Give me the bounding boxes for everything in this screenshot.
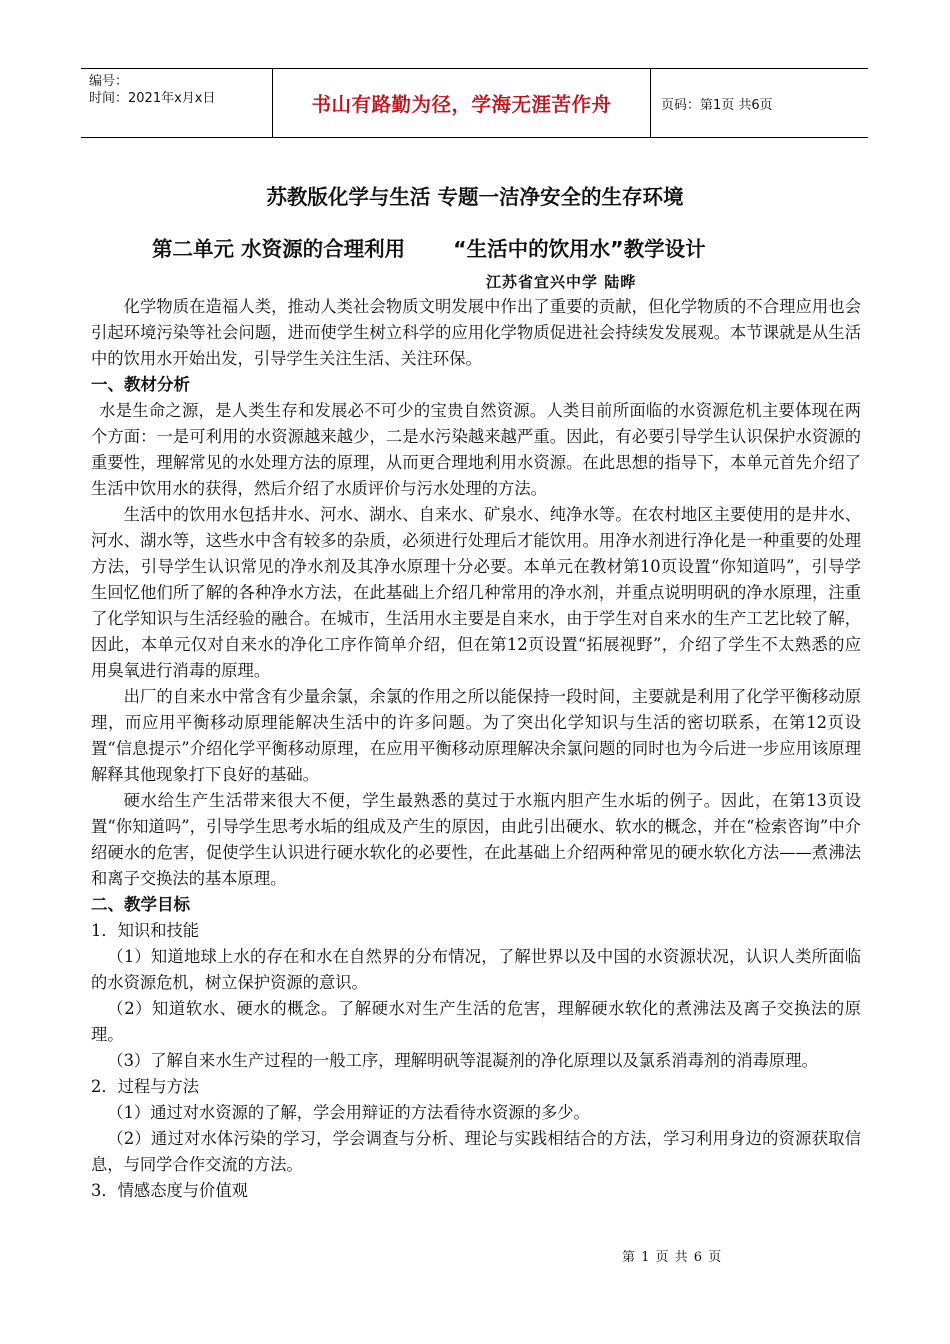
- doc-title: 苏教版化学与生活 专题一洁净安全的生存环境: [266, 185, 684, 209]
- header-motto: 书山有路勤为径，学海无涯苦作舟: [273, 69, 651, 137]
- goal-item: （2）知道软水、硬水的概念。了解硬水对生产生活的危害，理解硬水软化的煮沸法及离子交换法的原理。: [91, 999, 861, 1044]
- doc-number-label: 编号：: [89, 74, 129, 89]
- goal-item: （2）通过对水体污染的学习，学会调查与分析、理论与实践相结合的方法，学习利用身边的资源获取信息，与同学合作交流的方法。: [91, 1129, 861, 1174]
- doc-time-label: 时间：2021年x月x日: [89, 91, 216, 106]
- header-meta: [81, 69, 273, 137]
- body-paragraph: 出厂的自来水中常含有少量余氯，余氯的作用之所以能保持一段时间，主要就是利用了化学平衡移动原理，而应用平衡移动原理能解决生活中的许多问题。为了突出化学知识与生活的密切联系，在第12页设置“信息提示”介绍化学平衡移动原理，在应用平衡移动原理解决余氯问题的同时也为今后进一步应用该原理解释其他现象打下良好的基础。: [91, 687, 861, 784]
- subsection-heading: 2．过程与方法: [91, 1077, 200, 1096]
- subtitle-topic: “生活中的饮用水”教学设计: [453, 237, 706, 261]
- body-paragraph: 水是生命之源，是人类生存和发展必不可少的宝贵自然资源。人类目前所面临的水资源危机主要体现在两个方面：一是可利用的水资源越来越少，二是水污染越来越严重。因此，有必要引导学生认识保护水资源的重要性，理解常见的水处理方法的原理，从而更合理地利用水资源。在此思想的指导下，本单元首先介绍了生活中饮用水的获得，然后介绍了水质评价与污水处理的方法。: [91, 401, 861, 498]
- header-page-info: 页码：第1页 共6页: [661, 97, 773, 113]
- page-footer: 第 1 页 共 6 页: [622, 1250, 723, 1265]
- goal-item: （1）通过对水资源的了解，学会用辩证的方法看待水资源的多少。: [107, 1103, 590, 1122]
- page-header: [81, 68, 868, 138]
- author-line: 江苏省宜兴中学 陆晔: [486, 273, 637, 291]
- subsection-heading: 3．情感态度与价值观: [91, 1181, 248, 1200]
- intro-paragraph: 化学物质在造福人类，推动人类社会物质文明发展中作出了重要的贡献，但化学物质的不合理应用也会引起环境污染等社会问题，进而使学生树立科学的应用化学物质促进社会持续发发展观。本节课就是从生活中的饮用水开始出发，引导学生关注生活、关注环保。: [91, 297, 861, 368]
- subsection-heading: 1．知识和技能: [91, 921, 200, 940]
- goal-item: （1）知道地球上水的存在和水在自然界的分布情况，了解世界以及中国的水资源状况，认识人类所面临的水资源危机，树立保护资源的意识。: [91, 947, 861, 992]
- doc-body: [91, 294, 861, 1204]
- body-paragraph: 硬水给生产生活带来很大不便，学生最熟悉的莫过于水瓶内胆产生水垢的例子。因此，在第13页设置“你知道吗”，引导学生思考水垢的组成及产生的原因，由此引出硬水、软水的概念，并在“检索咨询”中介绍硬水的危害，促使学生认识进行硬水软化的必要性，在此基础上介绍两种常见的硬水软化方法——煮沸法和离子交换法的基本原理。: [91, 791, 861, 888]
- section-heading: 一、教材分析: [91, 375, 190, 394]
- goal-item: （3）了解自来水生产过程的一般工序，理解明矾等混凝剂的净化原理以及氯系消毒剂的消毒原理。: [107, 1051, 818, 1070]
- doc-subtitle: [152, 232, 706, 262]
- body-paragraph: 生活中的饮用水包括井水、河水、湖水、自来水、矿泉水、纯净水等。在农村地区主要使用的是井水、河水、湖水等，这些水中含有较多的杂质，必须进行处理后才能饮用。用净水剂进行净化是一种重要的处理方法，引导学生认识常见的净水剂及其净水原理十分必要。本单元在教材第10页设置“你知道吗”，引导学生回忆他们所了解的各种净水方法，在此基础上介绍几种常用的净水剂，并重点说明明矾的净水原理，注重了化学知识与生活经验的融合。在城市，生活用水主要是自来水，由于学生对自来水的生产工艺比较了解，因此，本单元仅对自来水的净化工序作简单介绍，但在第12页设置“拓展视野”，介绍了学生不太熟悉的应用臭氧进行消毒的原理。: [91, 505, 861, 680]
- subtitle-unit: 第二单元 水资源的合理利用: [152, 237, 406, 261]
- section-heading: 二、教学目标: [91, 895, 190, 914]
